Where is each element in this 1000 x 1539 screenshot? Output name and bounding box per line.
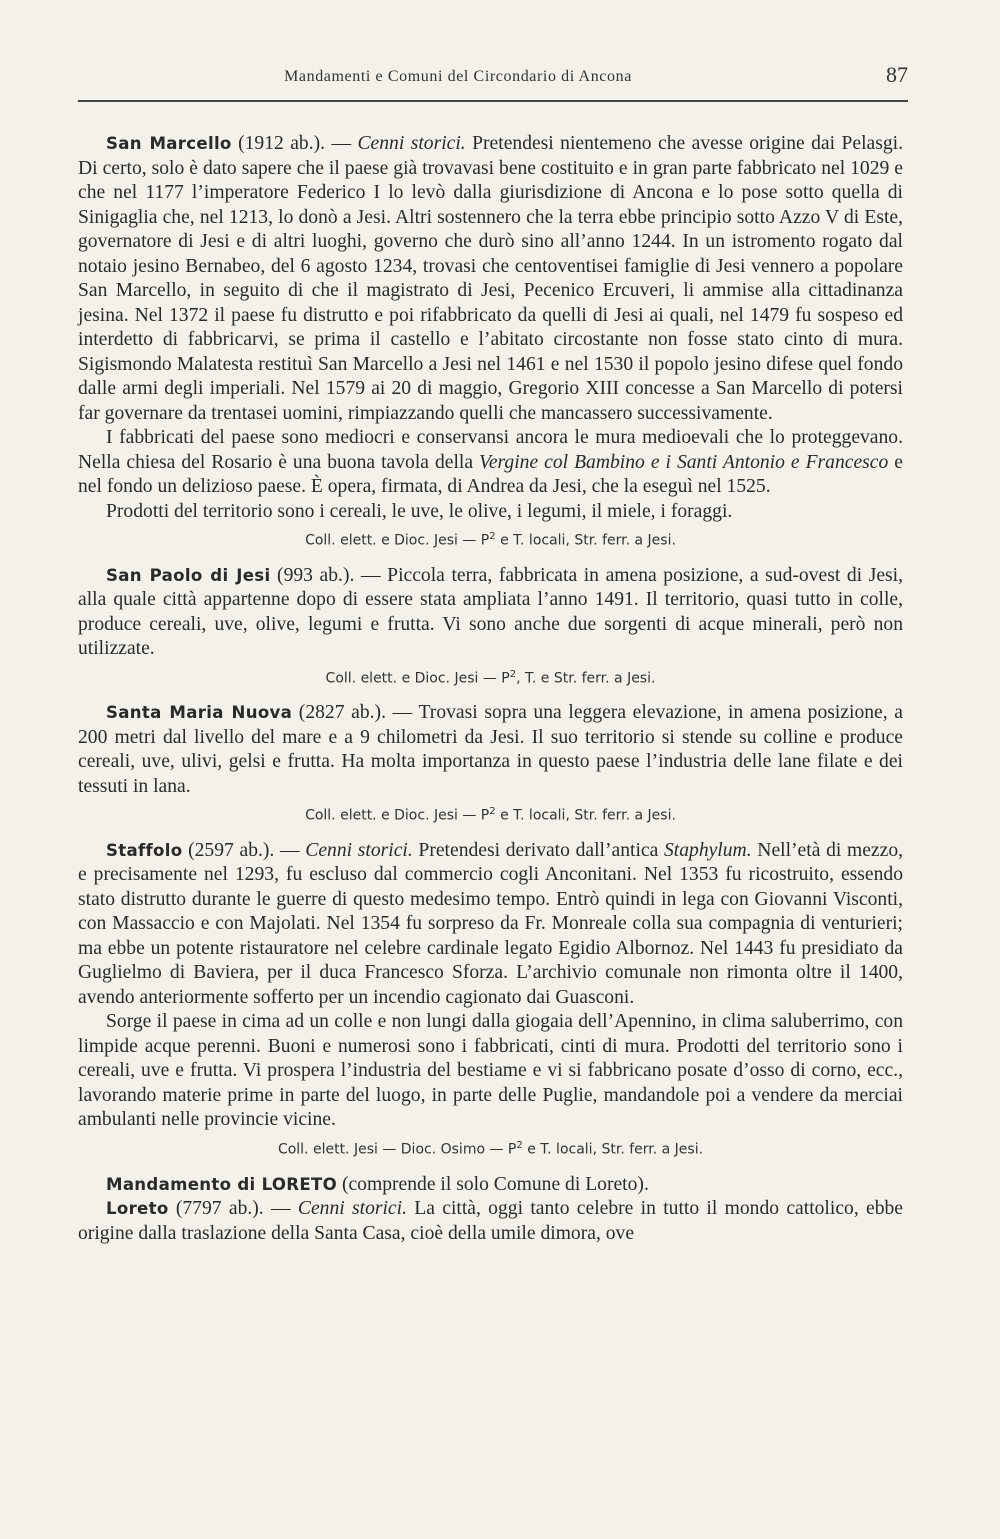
entry-san-paolo xyxy=(78,564,903,662)
mandamento-name: Mandamento di LORETO xyxy=(106,1174,338,1194)
running-title: Mandamenti e Comuni del Circondario di Ancona xyxy=(284,68,632,85)
population: (1912 ab.). — xyxy=(231,133,358,154)
mandamento-heading xyxy=(78,1173,903,1198)
section-label: Cenni storici. xyxy=(297,1198,407,1220)
entry-name: Loreto xyxy=(106,1199,169,1219)
page-header xyxy=(78,62,908,98)
paragraph: Sorge il paese in cima ad un colle e non lungi dalla giogaia dell’Apennino, in clima saluberrimo, con limpide acque perenni. Buoni e numerosi sono i fabbricati, cinti di mura. Prodotti del territorio sono i cereali, uve e frutta. Vi prospera l’industria del bestiame e vi si fabbricano posate d’osso di corno, ecc., lavorando materie prime in parte del luogo, in parte delle Puglie, mandandole poi a vendere da merciai ambulanti nelle provincie vicine. xyxy=(78,1011,903,1131)
paragraph-text: Piccola terra, fabbricata in amena posizione, a sud-ovest di Jesi, alla quale città appartenne dopo di essere stata ampliata l’anno 1491. Il territorio, quasi tutto in colle, produce cereali, uve, olive, legumi e frutta. Vi sono anche due sorgenti di acque minerali, però non utilizzate. xyxy=(78,564,903,660)
collegio-note xyxy=(78,1135,903,1161)
section-label: Cenni storici. xyxy=(305,839,413,861)
paragraph-text: Pretendesi derivato dall’antica xyxy=(412,839,664,861)
paragraph-text: Nell’età di mezzo, e precisamente nel 1293, fu escluso dal commercio cogli Anconitani. Nel 1353 fu ricostruito, essendo stato distrutto durante le guerre di questo medesimo tempo. Entrò quindi in lega con Giovanni Visconti, con Massaccio e con Majolati. Nel 1354 fu sorpreso da Fr. Monreale colla sua compagnia di venturieri; ma ebbe un potente ristauratore nel celebre cardinale legato Egidio Albornoz. Nel 1443 fu presidiato da Guglielmo di Baviera, per il duca Francesco Sforza. L’archivio comunale non rimonta oltre il 1400, avendo anteriormente sofferto per un incendio cagionato dai Guasconi. xyxy=(78,839,904,1008)
paragraph-text: e nel fondo un delizioso paese. È opera, firmata, di Andrea da Jesi, che la eseguì nel 1525. xyxy=(78,451,903,497)
mandamento-note: (comprende il solo Comune di Loreto). xyxy=(337,1173,649,1195)
entry-name: San Marcello xyxy=(106,134,232,153)
collegio-note xyxy=(78,664,903,690)
population: (7797 ab.). — xyxy=(168,1198,298,1220)
latin-name: Staphylum. xyxy=(663,839,752,861)
population: (2597 ab.). — xyxy=(182,839,306,861)
note-sup: 2 xyxy=(509,668,517,680)
paragraph-text: Pretendesi nientemeno che avesse origine dai Pelasgi. Di certo, solo è dato sapere che il paese già trovavasi bene costituito e in gran parte fabbricato nel 1029 e che nel 1177 l’imperatore Federico I lo levò dalla giurisdizione di Ancona e lo pose sotto quella di Sinigaglia che, nel 1213, lo donò a Jesi. Altri sostennero che la terra ebbe principio sotto Azzo V di Este, governatore di Jesi e di altri luoghi, governo che durò sino all’anno 1244. In un istromento rogato dal notaio jesino Bernabeo, del 6 agosto 1234, trovasi che centoventisei famiglie di Jesi vennero a popolare San Marcello, in seguito di che il magistrato di Jesi, Pecenico Ercuveri, li ammise alla cittadinanza jesina. Nel 1372 il paese fu distrutto e poi rifabbricato da quelli di Jesi ai quali, nel 1479 fu sospeso ed interdetto di fabbricarvi, se prima il castello e l’abitato circostante non fosse stato cinto di mura. Sigismondo Malatesta restituì San Marcello a Jesi nel 1461 e nel 1530 il popolo jesino difese quel fondo dalle armi degli imperiali. Nel 1579 ai 20 di maggio, Gregorio XIII concesse a San Marcello di potersi far governare da trentasei uomini, rimpiazzando quelli che mancassero successivamente. xyxy=(78,133,903,424)
note-text: Coll. elett. e Dioc. Jesi — P xyxy=(325,670,510,687)
population: (2827 ab.). — xyxy=(292,702,419,724)
section-label: Cenni storici. xyxy=(357,133,466,154)
entry-name: Staffolo xyxy=(106,840,183,860)
paragraph-text: I fabbricati del paese sono mediocri e conservansi ancora le mura medioevali che lo proteggevano. Nella chiesa del Rosario è una buona tavola della xyxy=(78,427,903,473)
note-sup: 2 xyxy=(489,531,496,542)
paragraph xyxy=(78,426,903,500)
entry-staffolo xyxy=(78,839,903,1011)
note-sup: 2 xyxy=(516,1139,523,1151)
paragraph: Prodotti del territorio sono i cereali, le uve, le olive, i legumi, il miele, i foraggi. xyxy=(106,500,733,522)
paragraph-text: Trovasi sopra una leggera elevazione, in amena posizione, a 200 metri dal livello del mare e a 9 chilometri da Jesi. Il suo territorio si stende su colline e produce cereali, uve, ulivi, gelsi e frutta. Ha molta importanza in questo paese l’industria delle lane filate e dei tessuti in lana. xyxy=(78,702,903,797)
entry-name: Santa Maria Nuova xyxy=(106,703,293,723)
entry-name: San Paolo di Jesi xyxy=(106,565,271,585)
note-sup: 2 xyxy=(489,806,496,818)
note-text: , T. e Str. ferr. a Jesi. xyxy=(516,670,656,687)
note-text: Coll. elett. e Dioc. Jesi — P xyxy=(305,807,490,824)
header-rule xyxy=(78,100,908,102)
entry-santa-maria-nuova xyxy=(78,701,903,799)
page-number: 87 xyxy=(886,62,908,87)
paragraph-text: La città, oggi tanto celebre in tutto il mondo cattolico, ebbe origine dalla traslazione della Santa Casa, cioè della umile dimora, ove xyxy=(78,1198,904,1244)
collegio-note xyxy=(78,526,903,552)
note-text: e T. locali, Str. ferr. a Jesi. xyxy=(495,807,676,824)
population: (993 ab.). — xyxy=(270,564,388,586)
note-text: Coll. elett. Jesi — Dioc. Osimo — P xyxy=(277,1141,517,1158)
entry-san-marcello xyxy=(78,132,903,426)
note-text: Coll. elett. e Dioc. Jesi — P xyxy=(305,532,490,549)
collegio-note xyxy=(78,801,903,827)
note-text: e T. locali, Str. ferr. a Jesi. xyxy=(495,532,676,549)
note-text: e T. locali, Str. ferr. a Jesi. xyxy=(522,1141,704,1158)
entry-loreto xyxy=(78,1197,903,1246)
artwork-title: Vergine col Bambino e i Santi Antonio e Francesco xyxy=(479,451,889,473)
page-body xyxy=(78,132,903,1246)
